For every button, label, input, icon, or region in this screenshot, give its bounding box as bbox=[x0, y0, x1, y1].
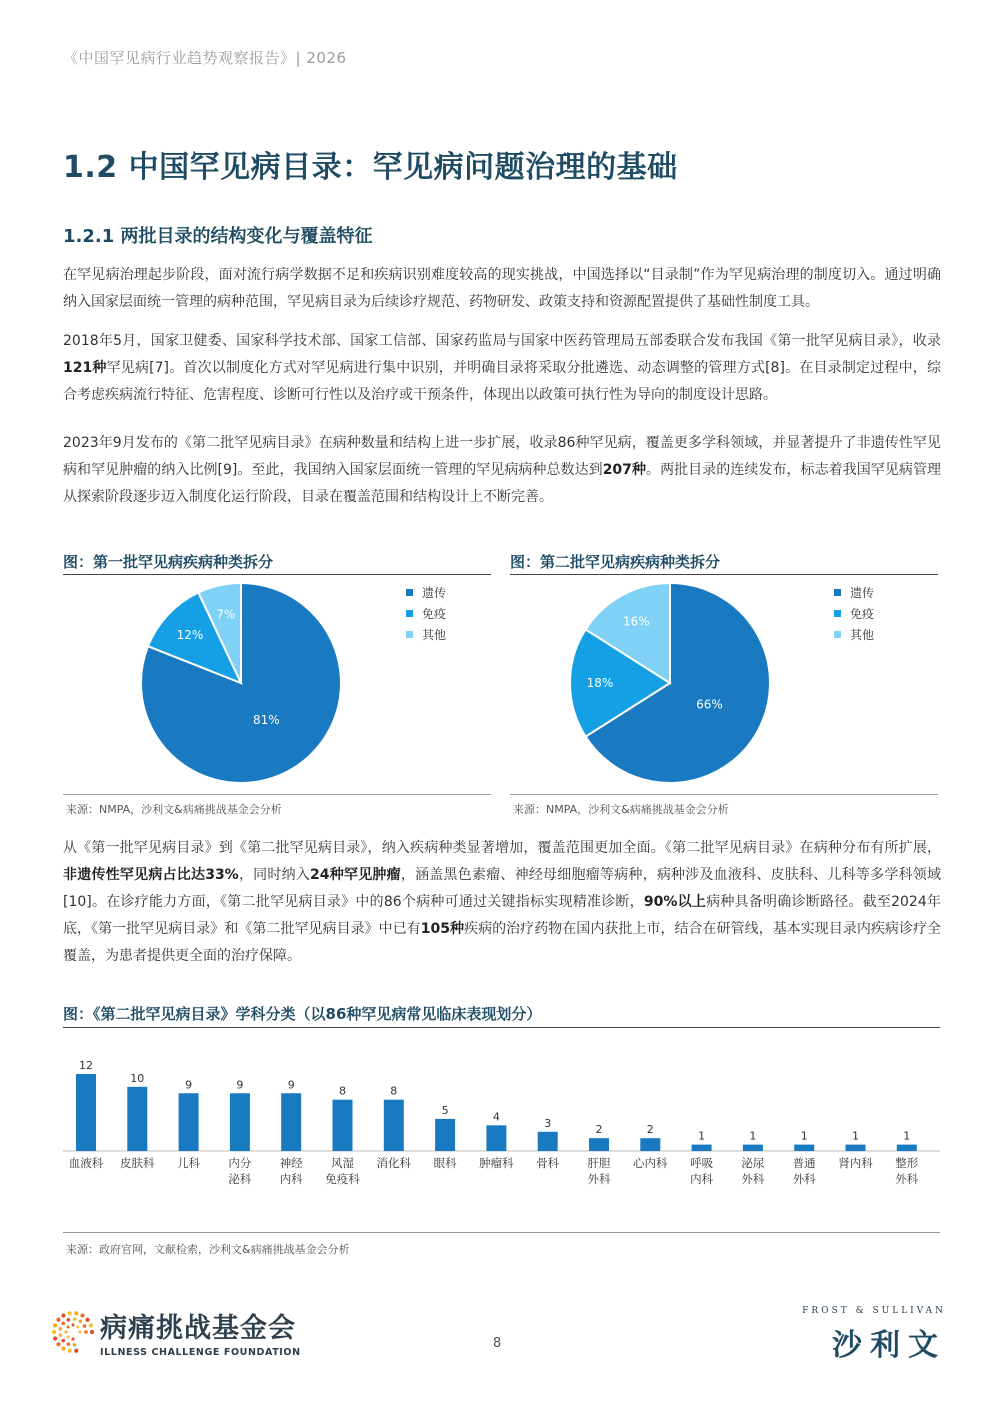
bar-category-label: 整形 bbox=[895, 1156, 919, 1170]
bar bbox=[486, 1125, 506, 1151]
legend-swatch bbox=[406, 631, 413, 638]
bar bbox=[897, 1145, 917, 1151]
paragraph-text: 在罕见病治理起步阶段，面对流行病学数据不足和疾病识别难度较高的现实挑战，中国选择以“目录制”作为罕见病治理的制度切入。通过明确纳入国家层面统一管理的病种范围，罕见病目录为后续诊疗规范、药物研发、政策支持和资源配置提供了基础性制度工具。 bbox=[63, 267, 941, 310]
logo-dot bbox=[84, 1330, 88, 1334]
legend-swatch bbox=[406, 589, 413, 596]
bar-chart bbox=[63, 1030, 940, 1230]
logo-dot bbox=[59, 1327, 63, 1331]
bar-category-label: 内科 bbox=[279, 1172, 303, 1186]
bar-value-label: 8 bbox=[339, 1084, 346, 1098]
bar bbox=[692, 1145, 712, 1151]
logo-dot bbox=[73, 1343, 77, 1347]
legend-item-other bbox=[834, 624, 874, 645]
bar-category-label: 内分 bbox=[228, 1156, 252, 1170]
logo-dot bbox=[74, 1311, 78, 1315]
pie2-bottom-rule bbox=[510, 794, 938, 795]
bar-category-label: 肿瘤科 bbox=[479, 1156, 514, 1170]
logo-dot bbox=[53, 1323, 57, 1327]
ifc-logo-icon bbox=[52, 1311, 94, 1353]
bar-category-label: 免疫科 bbox=[325, 1172, 360, 1186]
bar-category-label: 神经 bbox=[279, 1156, 303, 1170]
bar-category-label: 呼吸 bbox=[690, 1156, 714, 1170]
logo-dot bbox=[56, 1342, 60, 1346]
paragraph-text: 罕见病[7]。首次以制度化方式对罕见病进行集中识别，并明确目录将采取分批遴选、动态调整的管理方式[8]。在目录制定过程中，综合考虑疾病流行特征、危害程度、诊断可行性以及治疗或干预条件，体现出以政策可执行性为导向的制度设计思路。 bbox=[63, 360, 941, 403]
highlight-121: 121种 bbox=[63, 360, 107, 376]
bar-category-label: 泌尿 bbox=[741, 1156, 765, 1170]
legend-item-genetic bbox=[834, 582, 874, 603]
logo-dot bbox=[67, 1342, 71, 1346]
pie-slice-label: 66% bbox=[696, 697, 723, 712]
bar-value-label: 9 bbox=[287, 1078, 295, 1092]
logo-dot bbox=[53, 1336, 57, 1340]
paragraph-second-batch bbox=[63, 430, 941, 511]
pie1-source: 来源：NMPA，沙利文&病痛挑战基金会分析 bbox=[66, 803, 282, 816]
pie1-bottom-rule bbox=[63, 794, 491, 795]
bar-category-label: 肾内科 bbox=[838, 1156, 873, 1170]
bar-value-label: 1 bbox=[800, 1129, 808, 1143]
running-header: 《中国罕见病行业趋势观察报告》| 2026 bbox=[63, 49, 347, 67]
bar-category-label: 外科 bbox=[587, 1172, 611, 1186]
fs-logo-cn: 沙利文 bbox=[832, 1328, 946, 1363]
bar-category-label: 心内科 bbox=[633, 1156, 668, 1170]
paragraph-text: 病种具备明确诊断路径。截至2024年底，《第一批罕见病目录》和《第二批罕见病目录》中已有 bbox=[63, 894, 941, 937]
pie2-source: 来源：NMPA，沙利文&病痛挑战基金会分析 bbox=[513, 803, 729, 816]
pie1-title-rule bbox=[63, 574, 491, 575]
pie-slice-label: 18% bbox=[586, 676, 614, 690]
bar-value-label: 1 bbox=[749, 1129, 757, 1143]
logo-dot bbox=[72, 1324, 75, 1327]
highlight-207: 207种 bbox=[602, 462, 647, 478]
bar bbox=[333, 1100, 353, 1151]
legend-item-immune bbox=[834, 603, 874, 624]
bar-category-label: 血液科 bbox=[68, 1156, 104, 1170]
logo-dot bbox=[56, 1318, 60, 1322]
bar-value-label: 4 bbox=[492, 1110, 500, 1124]
logo-dot bbox=[65, 1331, 68, 1334]
bar-category-label: 消化科 bbox=[376, 1156, 412, 1170]
ifc-logo bbox=[52, 1306, 301, 1358]
bar-category-label: 儿科 bbox=[177, 1156, 201, 1170]
pie-slice-label: 16% bbox=[622, 614, 650, 629]
legend-item-genetic bbox=[406, 582, 446, 603]
bar-title-rule bbox=[63, 1027, 940, 1028]
logo-dot bbox=[85, 1318, 89, 1322]
bar-category-label: 肝胆 bbox=[587, 1156, 611, 1170]
logo-dot bbox=[68, 1311, 72, 1315]
paragraph-text: ，涵盖黑色素瘤、神经母细胞瘤等病种，病种涉及血液科、皮肤科、儿科等多学科领域[10]。在诊疗能力方面，《第二批罕见病目录》中的86个病种可通过关键指标实现精准诊断， bbox=[63, 867, 942, 910]
bar bbox=[230, 1093, 250, 1151]
legend-label: 其他 bbox=[422, 628, 447, 642]
paragraph-text: 2018年5月，国家卫健委、国家科学技术部、国家工信部、国家药监局与国家中医药管理局五部委联合发布我国《第一批罕见病目录》，收录 bbox=[63, 333, 941, 349]
bar-category-label: 泌科 bbox=[228, 1172, 252, 1186]
bar-chart-title: 图：《第二批罕见病目录》学科分类（以86种罕见病常见临床表现划分） bbox=[63, 1005, 542, 1023]
bar bbox=[538, 1132, 558, 1151]
bar-source: 来源：政府官网，文献检索，沙利文&病痛挑战基金会分析 bbox=[66, 1243, 350, 1256]
bar bbox=[846, 1145, 866, 1151]
paragraph-text: ，同时纳入 bbox=[238, 867, 311, 883]
bar-value-label: 1 bbox=[852, 1129, 859, 1143]
legend-swatch bbox=[834, 610, 841, 617]
bar-category-label: 普通 bbox=[792, 1156, 816, 1170]
bar bbox=[76, 1074, 96, 1151]
logo-dot bbox=[80, 1313, 84, 1317]
logo-dot bbox=[68, 1349, 72, 1353]
section-title: 1.2 中国罕见病目录：罕见病问题治理的基础 bbox=[63, 150, 678, 185]
bar-category-label: 眼科 bbox=[433, 1156, 457, 1170]
page-number: 8 bbox=[493, 1336, 502, 1351]
paragraph-text: 疾病的治疗药物在国内获批上市，结合在研管线，基本实现目录内疾病诊疗全覆盖，为患者提供更全面的治疗保障。 bbox=[63, 921, 942, 964]
logo-text-cn: 病痛挑战基金会 bbox=[100, 1313, 296, 1344]
logo-dot bbox=[61, 1346, 65, 1350]
bar bbox=[794, 1145, 814, 1151]
logo-dot bbox=[59, 1333, 63, 1337]
bar-value-label: 2 bbox=[646, 1123, 654, 1137]
pie1-title: 图：第一批罕见病疾病种类拆分 bbox=[63, 553, 274, 571]
logo-dot bbox=[72, 1338, 75, 1341]
bar bbox=[127, 1087, 147, 1151]
bar-value-label: 12 bbox=[79, 1059, 93, 1072]
pie-slice-label: 12% bbox=[176, 628, 204, 643]
paragraph-text: 2023年9月发布的《第二批罕见病目录》在病种数量和结构上进一步扩展，收录86种罕见病，覆盖更多学科领域，并显著提升了非遗传性罕见病和罕见肿瘤的纳入比例[9]。至此，我国纳入国家层面统一管理的罕见病病种总数达到 bbox=[63, 435, 941, 478]
legend-label: 免疫 bbox=[850, 607, 875, 621]
bar bbox=[640, 1138, 660, 1151]
bar bbox=[743, 1145, 763, 1151]
bar-value-label: 2 bbox=[595, 1123, 603, 1137]
logo-dot bbox=[90, 1330, 94, 1334]
paragraph-text: 从《第一批罕见病目录》到《第二批罕见病目录》，纳入疾病种类显著增加，覆盖范围更加全面。《第二批罕见病目录》在病种分布有所扩展， bbox=[63, 840, 941, 856]
bar bbox=[435, 1119, 455, 1151]
paragraph-text: 。两批目录的连续发布，标志着我国罕见病管理从探索阶段逐步迈入制度化运行阶段，目录在覆盖范围和结构设计上不断完善。 bbox=[63, 462, 941, 505]
legend-label: 其他 bbox=[850, 628, 875, 642]
logo-dot bbox=[89, 1323, 93, 1327]
legend-item-immune bbox=[406, 603, 446, 624]
bar-value-label: 10 bbox=[130, 1071, 145, 1085]
bar-value-label: 9 bbox=[236, 1078, 244, 1092]
bar-category-label: 风湿 bbox=[331, 1156, 354, 1170]
bar-value-label: 8 bbox=[390, 1084, 398, 1098]
bar-category-label: 外科 bbox=[792, 1172, 816, 1186]
fs-logo-en: FROST & SULLIVAN bbox=[802, 1306, 946, 1316]
logo-dot bbox=[74, 1349, 78, 1353]
subsection-title: 1.2.1 两批目录的结构变化与覆盖特征 bbox=[63, 226, 373, 247]
logo-dot bbox=[79, 1331, 82, 1334]
legend-label: 免疫 bbox=[422, 607, 447, 621]
frost-sullivan-logo bbox=[802, 1306, 946, 1364]
bar-category-label: 骨科 bbox=[536, 1156, 560, 1170]
logo-dot bbox=[67, 1335, 70, 1338]
logo-dot bbox=[67, 1318, 71, 1322]
legend-swatch bbox=[834, 589, 841, 596]
bar bbox=[281, 1093, 301, 1151]
logo-dot bbox=[76, 1326, 79, 1329]
bar bbox=[179, 1093, 199, 1151]
bar-category-label: 外科 bbox=[741, 1172, 765, 1186]
pie-slice-label: 7% bbox=[216, 607, 236, 622]
logo-dot bbox=[67, 1326, 70, 1329]
highlight-non-genetic: 非遗传性罕见病占比达33% bbox=[63, 867, 239, 883]
paragraph-intro bbox=[63, 262, 941, 316]
bar-value-label: 1 bbox=[698, 1129, 706, 1143]
bar-category-label: 外科 bbox=[895, 1172, 919, 1186]
pie2-title-rule bbox=[510, 574, 938, 575]
logo-dot bbox=[52, 1330, 56, 1334]
pie2-legend bbox=[834, 582, 874, 645]
bar-bottom-rule bbox=[63, 1232, 940, 1233]
logo-dot bbox=[83, 1324, 87, 1328]
logo-dot bbox=[79, 1320, 83, 1324]
legend-swatch bbox=[406, 610, 413, 617]
bar bbox=[384, 1100, 404, 1151]
highlight-tumors: 24种罕见肿瘤 bbox=[310, 867, 401, 883]
highlight-105: 105种 bbox=[420, 921, 465, 937]
bar-value-label: 9 bbox=[185, 1078, 193, 1092]
paragraph-first-batch bbox=[63, 328, 941, 409]
pie2-title: 图：第二批罕见病疾病种类拆分 bbox=[510, 553, 721, 571]
bar-value-label: 1 bbox=[903, 1129, 911, 1143]
bar-value-label: 3 bbox=[544, 1116, 552, 1130]
legend-label: 遗传 bbox=[850, 586, 875, 600]
logo-dot bbox=[73, 1317, 77, 1321]
pie-slice-label: 81% bbox=[252, 713, 280, 728]
bar-category-label: 内科 bbox=[690, 1172, 714, 1186]
legend-label: 遗传 bbox=[422, 586, 447, 600]
logo-dot bbox=[61, 1313, 65, 1317]
paragraph-comparison bbox=[63, 835, 941, 970]
bar-value-label: 5 bbox=[441, 1103, 449, 1117]
logo-dot bbox=[61, 1339, 65, 1343]
bar-category-label: 皮肤科 bbox=[120, 1156, 155, 1170]
legend-swatch bbox=[834, 631, 841, 638]
logo-text-en: ILLNESS CHALLENGE FOUNDATION bbox=[100, 1347, 301, 1358]
pie1-legend bbox=[406, 582, 446, 645]
highlight-90pct: 90%以上 bbox=[643, 894, 707, 910]
logo-dot bbox=[61, 1322, 65, 1326]
legend-item-other bbox=[406, 624, 446, 645]
bar bbox=[589, 1138, 609, 1151]
